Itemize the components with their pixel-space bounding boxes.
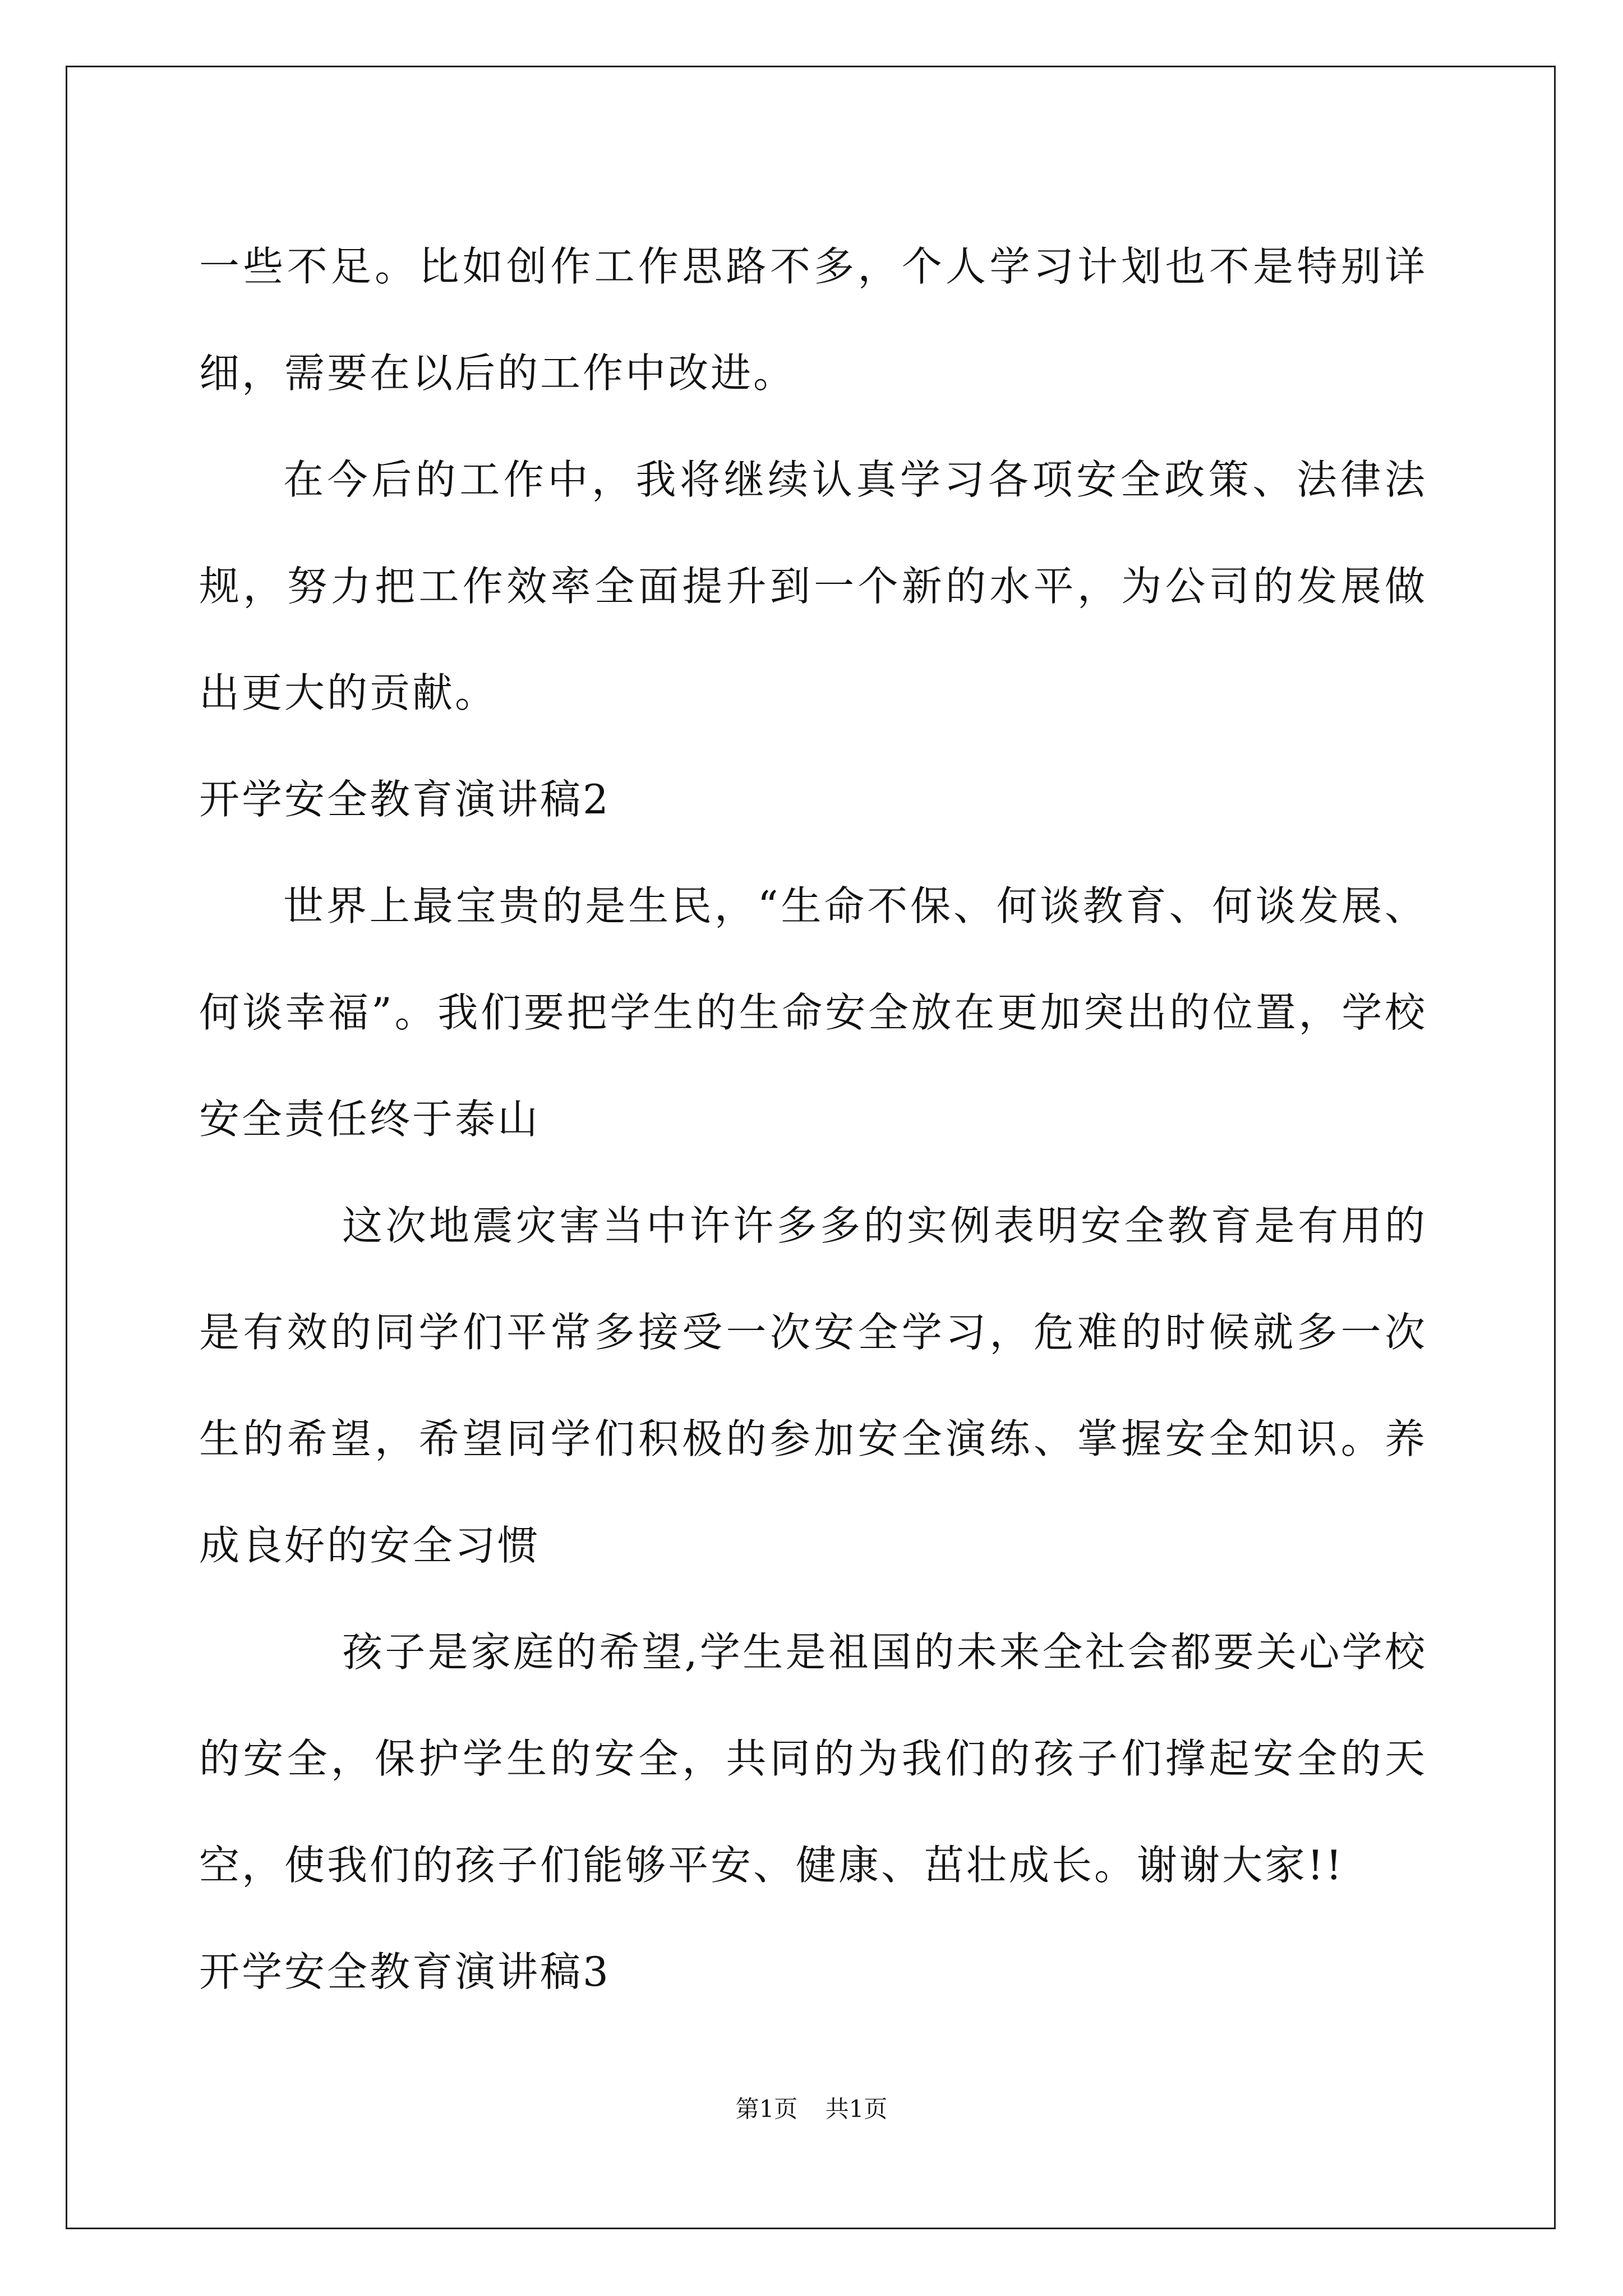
page-number-total: 共1页 <box>825 2095 888 2123</box>
paragraph-5: 孩子是家庭的希望,学生是祖国的未来全社会都要关心学校的安全，保护学生的安全，共同的为我们的孩子们撑起安全的天空，使我们的孩子们能够平安、健康、茁壮成长。谢谢大家!! <box>199 1628 1427 1889</box>
paragraph-4: 这次地震灾害当中许许多多的实例表明安全教育是有用的是有效的同学们平常多接受一次安全学习，危难的时候就多一次生的希望，希望同学们积极的参加安全演练、掌握安全知识。养成良好的安全习惯 <box>199 1202 1427 1569</box>
paragraph-2: 在今后的工作中，我将继续认真学习各项安全政策、法律法规，努力把工作效率全面提升到一个新的水平，为公司的发展做出更大的贡献。 <box>199 456 1427 716</box>
document-body <box>199 213 1427 2025</box>
section-heading-2: 开学安全教育演讲稿2 <box>199 776 611 823</box>
page-number-current: 第1页 <box>735 2095 798 2123</box>
paragraph-3: 世界上最宝贵的是生民，“生命不保、何谈教育、何谈发展、何谈幸福”。我们要把学生的生命安全放在更加突出的位置，学校安全责任终于泰山 <box>199 882 1427 1143</box>
page-footer <box>0 2092 1623 2126</box>
paragraph-1: 一些不足。比如创作工作思路不多，个人学习计划也不是特别详细，需要在以后的工作中改进。 <box>199 243 1427 397</box>
section-heading-3: 开学安全教育演讲稿3 <box>199 1948 611 1995</box>
